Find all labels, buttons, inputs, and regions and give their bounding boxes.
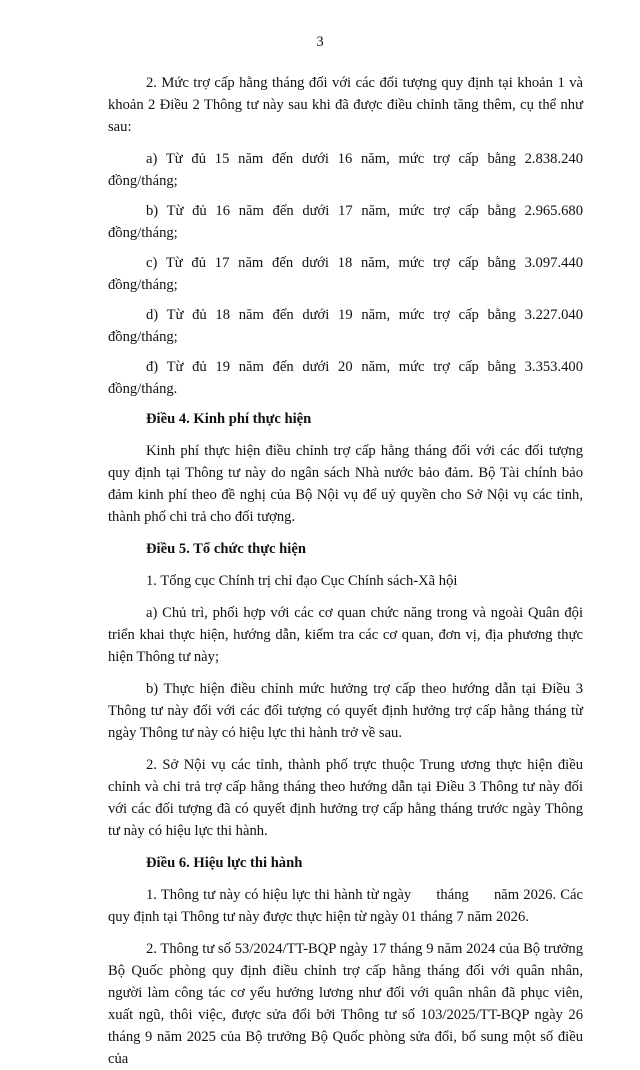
paragraph-article6-clause1: 1. Thông tư này có hiệu lực thi hành từ ngày tháng năm 2026. Các quy định tại Thông tư này được thực hiện từ ngày 01 tháng 7 năm 2026. bbox=[108, 887, 587, 925]
list-item-a: a) Từ đủ 15 năm đến dưới 16 năm, mức trợ cấp bằng 2.838.240 đồng/tháng; bbox=[108, 151, 583, 189]
document-body bbox=[108, 72, 587, 1070]
paragraph-article4: Kinh phí thực hiện điều chỉnh trợ cấp hằng tháng đối với các đối tượng quy định tại Thông tư này do ngân sách Nhà nước bảo đảm. Bộ Tài chính bảo đảm kinh phí theo đề nghị của Bộ Nội vụ để uỷ quyền cho Sở Nội vụ các tỉnh, thành phố chi trả cho đối tượng. bbox=[108, 443, 583, 525]
list-item-c: c) Từ đủ 17 năm đến dưới 18 năm, mức trợ cấp bằng 3.097.440 đồng/tháng; bbox=[108, 255, 583, 293]
paragraph-article5-clause1b: b) Thực hiện điều chỉnh mức hưởng trợ cấp theo hướng dẫn tại Điều 3 Thông tư này đối với các đối tượng có quyết định hưởng trợ cấp hằng tháng từ ngày Thông tư này có hiệu lực thi hành trở về sau. bbox=[108, 681, 583, 741]
paragraph-article6-clause2: 2. Thông tư số 53/2024/TT-BQP ngày 17 tháng 9 năm 2024 của Bộ trưởng Bộ Quốc phòng quy định điều chỉnh trợ cấp hằng tháng đối với quân nhân, người làm công tác cơ yếu hưởng lương như đối với quân nhân đã phục viên, xuất ngũ, thôi việc, được sửa đổi bởi Thông tư số 103/2025/TT-BQP ngày 26 tháng 9 năm 2025 của Bộ trưởng Bộ Quốc phòng sửa đổi, bổ sung một số điều của bbox=[108, 941, 583, 1067]
page-number: 3 bbox=[316, 34, 324, 50]
paragraph-article5-clause2: 2. Sở Nội vụ các tỉnh, thành phố trực thuộc Trung ương thực hiện điều chỉnh và chi trả trợ cấp hằng tháng theo hướng dẫn tại Điều 3 Thông tư này đối với các đối tượng đã có quyết định hưởng trợ cấp hằng tháng trước ngày Thông tư này có hiệu lực thi hành. bbox=[108, 757, 583, 839]
article-6-heading: Điều 6. Hiệu lực thi hành bbox=[146, 855, 303, 871]
paragraph-article3-clause2: 2. Mức trợ cấp hằng tháng đối với các đối tượng quy định tại khoản 1 và khoản 2 Điều 2 Thông tư này sau khi đã được điều chỉnh tăng thêm, cụ thể như sau: bbox=[108, 75, 583, 135]
article-5-heading: Điều 5. Tổ chức thực hiện bbox=[146, 541, 306, 557]
list-item-d: d) Từ đủ 18 năm đến dưới 19 năm, mức trợ cấp bằng 3.227.040 đồng/tháng; bbox=[108, 307, 583, 345]
list-item-dd: đ) Từ đủ 19 năm đến dưới 20 năm, mức trợ cấp bằng 3.353.400 đồng/tháng. bbox=[108, 359, 583, 397]
list-item-b: b) Từ đủ 16 năm đến dưới 17 năm, mức trợ cấp bằng 2.965.680 đồng/tháng; bbox=[108, 203, 583, 241]
paragraph-article5-clause1: 1. Tổng cục Chính trị chỉ đạo Cục Chính sách-Xã hội bbox=[146, 573, 458, 589]
article-4-heading: Điều 4. Kinh phí thực hiện bbox=[146, 411, 312, 427]
paragraph-article5-clause1a: a) Chủ trì, phối hợp với các cơ quan chức năng trong và ngoài Quân đội triển khai thực hiện, hướng dẫn, kiểm tra các cơ quan, đơn vị, địa phương thực hiện Thông tư này; bbox=[108, 605, 583, 665]
